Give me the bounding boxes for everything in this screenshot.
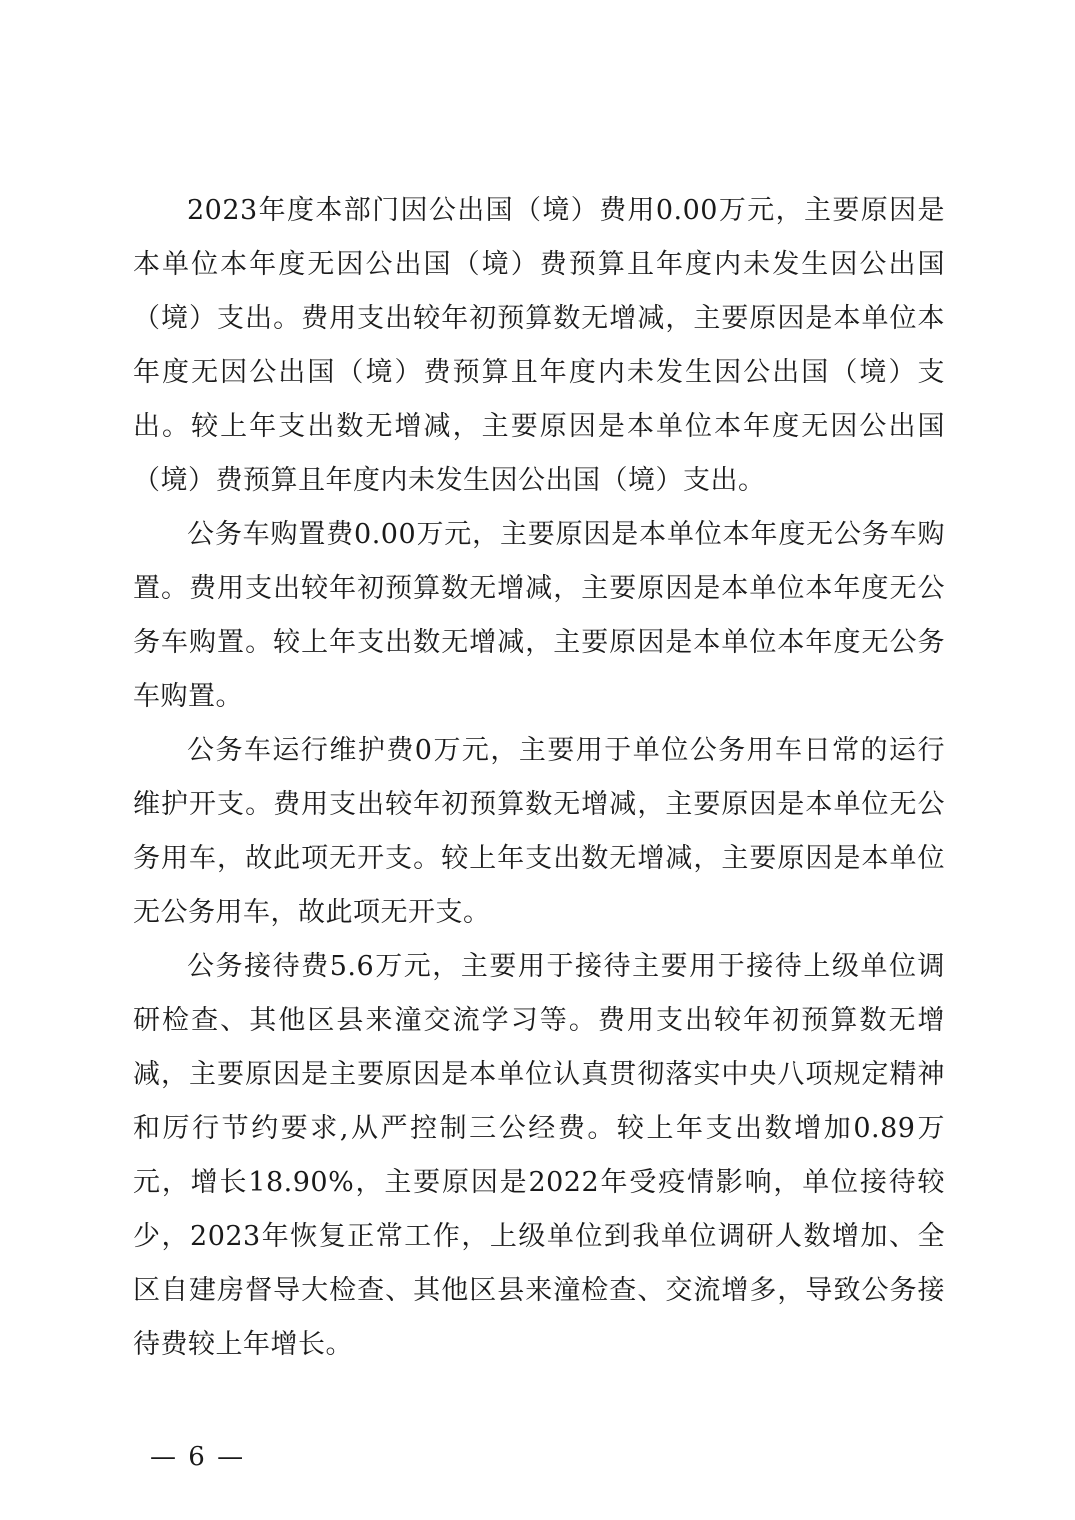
page-number: — 6 — — [150, 1442, 246, 1472]
paragraph-overseas-travel-expense: 2023年度本部门因公出国（境）费用0.00万元，主要原因是本单位本年度无因公出国（境）费预算且年度内未发生因公出国（境）支出。费用支出较年初预算数无增减，主要原因是本单位本年度无因公出国（境）费预算且年度内未发生因公出国（境）支出。较上年支出数无增减，主要原因是本单位本年度无因公出国（境）费预算且年度内未发生因公出国（境）支出。 — [133, 195, 945, 496]
paragraph-vehicle-purchase-expense: 公务车购置费0.00万元，主要原因是本单位本年度无公务车购置。费用支出较年初预算数无增减，主要原因是本单位本年度无公务车购置。较上年支出数无增减，主要原因是本单位本年度无公务车购置。 — [133, 519, 945, 712]
document-body — [133, 184, 945, 1372]
paragraph-vehicle-maintenance-expense: 公务车运行维护费0万元，主要用于单位公务用车日常的运行维护开支。费用支出较年初预算数无增减，主要原因是本单位无公务用车，故此项无开支。较上年支出数无增减，主要原因是本单位无公务用车，故此项无开支。 — [133, 735, 945, 928]
paragraph-reception-expense: 公务接待费5.6万元，主要用于接待主要用于接待上级单位调研检查、其他区县来潼交流学习等。费用支出较年初预算数无增减，主要原因是主要原因是本单位认真贯彻落实中央八项规定精神和厉行节约要求,从严控制三公经费。较上年支出数增加0.89万元，增长18.90%，主要原因是2022年受疫情影响，单位接待较少，2023年恢复正常工作，上级单位到我单位调研人数增加、全区自建房督导大检查、其他区县来潼检查、交流增多，导致公务接待费较上年增长。 — [133, 951, 945, 1360]
